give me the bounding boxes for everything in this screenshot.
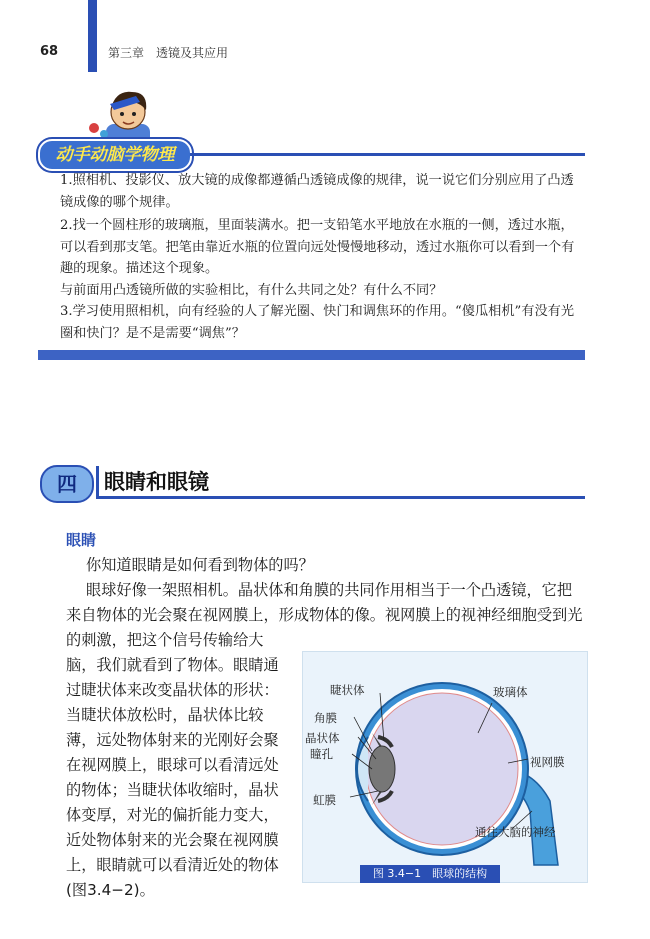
body-line: (图3.4−2)。 <box>66 881 155 899</box>
label-lens: 晶状体 <box>305 731 340 745</box>
paragraph-camera-line2: 来自物体的光会聚在视网膜上，形成物体的像。视网膜上的视神经细胞受到光 <box>66 606 583 624</box>
subsection-heading: 眼睛 <box>66 531 97 549</box>
body-line: 过睫状体来改变晶状体的形状： <box>66 681 279 699</box>
activity-title-badge: 动手动脑学物理 <box>38 139 192 171</box>
body-line: 上，眼睛就可以看清近处的物体 <box>66 856 279 874</box>
label-optic-nerve: 通往大脑的神经 <box>475 825 556 839</box>
label-retina: 视网膜 <box>530 755 565 769</box>
activity-title-underline <box>190 153 585 156</box>
section-number-badge: 四 <box>40 465 94 503</box>
label-pupil: 瞳孔 <box>310 747 333 761</box>
paragraph-intro: 你知道眼睛是如何看到物体的吗？ <box>86 556 314 574</box>
label-vitreous: 玻璃体 <box>493 685 528 699</box>
label-ciliary-body: 睫状体 <box>330 683 365 697</box>
section-divider <box>38 350 585 360</box>
question-2-followup: 与前面用凸透镜所做的实验相比，有什么共同之处？有什么不同？ <box>60 282 443 298</box>
question-3: 3.学习使用照相机，向有经验的人了解光圈、快门和调焦环的作用。“傻瓜相机”有没有光圈和快门？是不是需要“调焦”？ <box>60 304 574 341</box>
label-cornea: 角膜 <box>314 711 337 725</box>
body-line: 在视网膜上，眼球可以看清远处 <box>66 756 279 774</box>
header-accent-bar <box>88 0 97 72</box>
label-iris: 虹膜 <box>313 793 336 807</box>
heading-rule-vertical <box>96 466 99 499</box>
heading-rule <box>96 496 585 499</box>
body-line: 近处物体射来的光会聚在视网膜 <box>66 831 279 849</box>
page-number: 68 <box>40 44 59 59</box>
body-line: 的刺激，把这个信号传输给大 <box>66 631 264 649</box>
section-title: 眼睛和眼镜 <box>104 470 209 494</box>
question-1: 1.照相机、投影仪、放大镜的成像都遵循凸透镜成像的规律，说一说它们分别应用了凸透镜成像的哪个规律。 <box>60 173 574 210</box>
body-line: 的物体；当睫状体收缩时，晶状 <box>66 781 279 799</box>
activity-questions <box>52 170 585 344</box>
question-2: 2.找一个圆柱形的玻璃瓶，里面装满水。把一支铅笔水平地放在水瓶的一侧，透过水瓶，可以看到那支笔。把笔由靠近水瓶的位置向远处慢慢地移动，透过水瓶你可以看到一个有趣的现象。描述这个现象。 <box>60 218 575 276</box>
body-line: 当睫状体放松时，晶状体比较 <box>66 706 264 724</box>
body-line: 体变厚，对光的偏折能力变大， <box>66 806 279 824</box>
chapter-title: 第三章 透镜及其应用 <box>108 46 229 60</box>
body-line: 脑，我们就看到了物体。眼睛通 <box>66 656 279 674</box>
figure-caption: 图 3.4−1 眼球的结构 <box>360 865 500 883</box>
paragraph-camera-line1: 眼球好像一架照相机。晶状体和角膜的共同作用相当于一个凸透镜，它把 <box>86 581 572 599</box>
body-line: 薄，远处物体射来的光刚好会聚 <box>66 731 279 749</box>
